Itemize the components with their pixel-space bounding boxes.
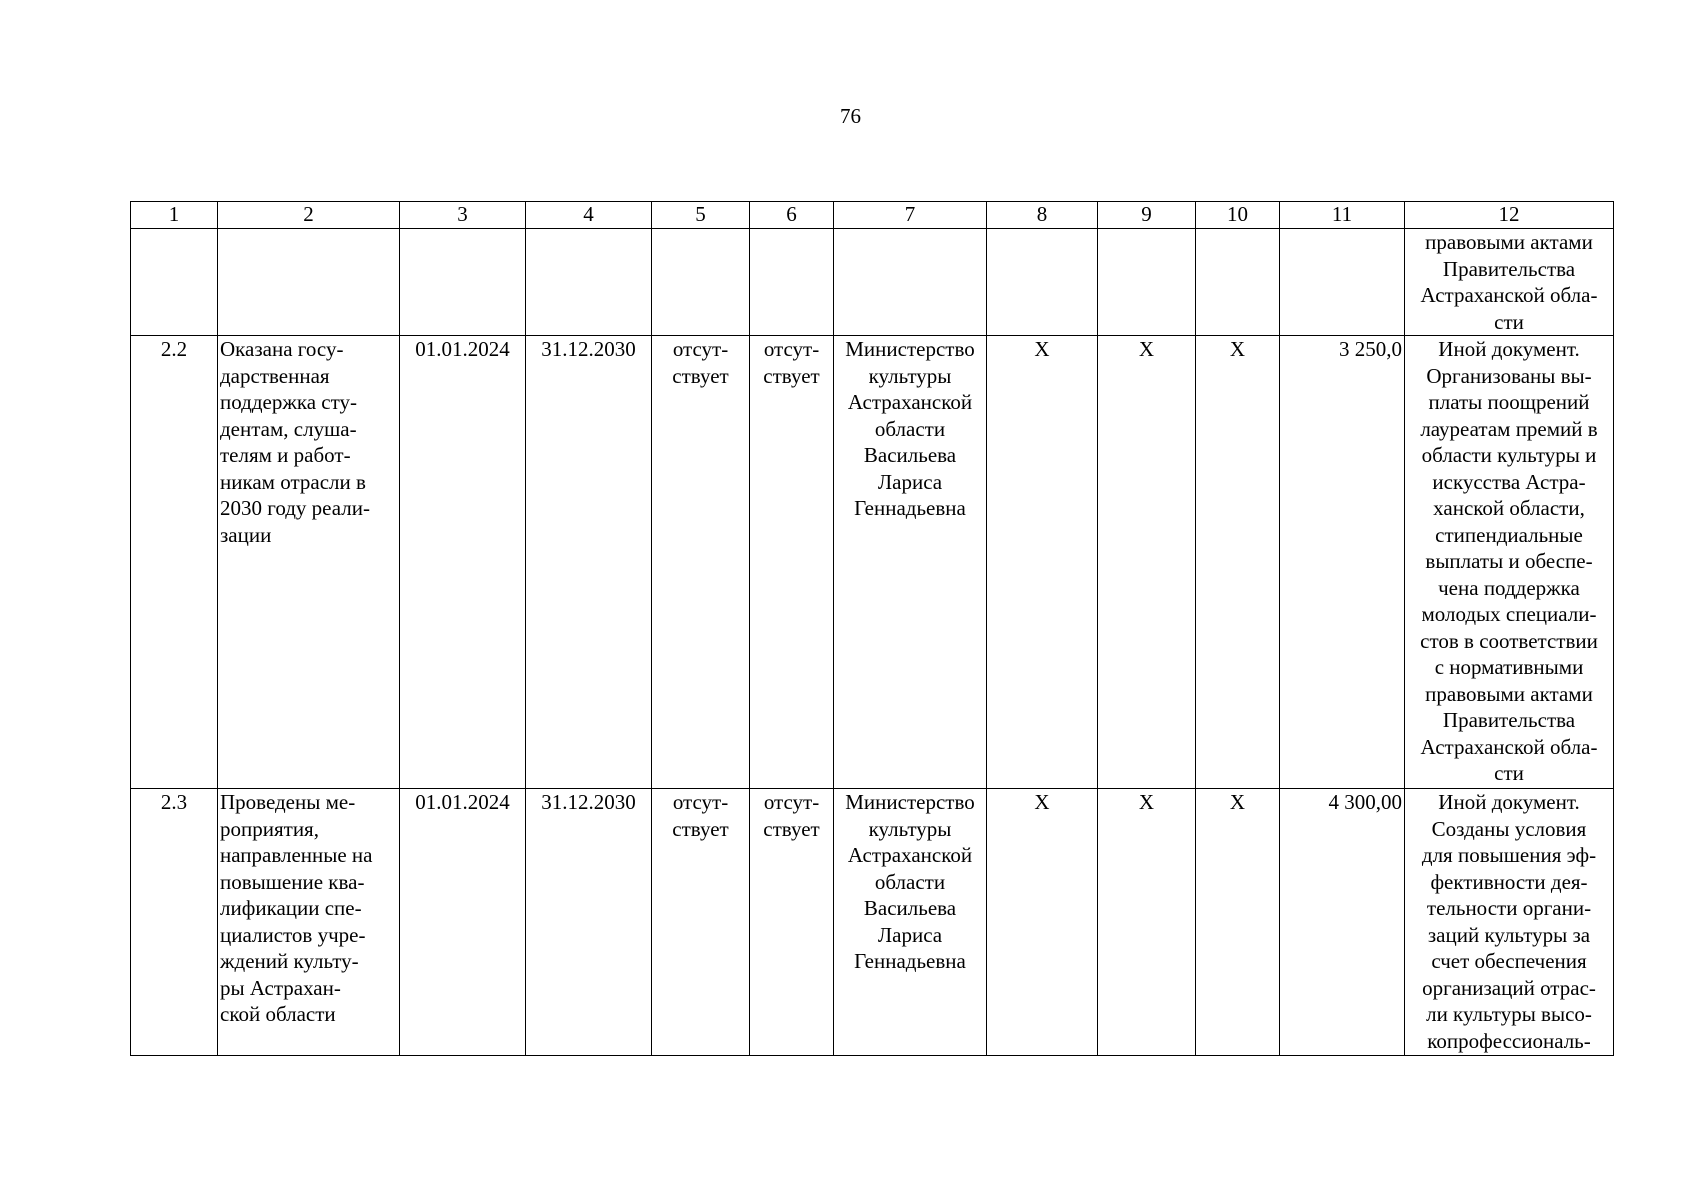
col-header-10: 10 [1196, 202, 1280, 229]
table-row-continuation [131, 229, 1614, 336]
page-number: 76 [840, 104, 861, 128]
col-header-12: 12 [1405, 202, 1614, 229]
cell-amount: 3 250,0 [1280, 336, 1405, 789]
cell-col5: отсут- ствует [652, 336, 750, 789]
col-header-3: 3 [400, 202, 526, 229]
cell-amount [1280, 229, 1405, 336]
cell-col9 [1098, 229, 1196, 336]
cell-result-name: Оказана госу- дарственная поддержка сту- дентам, слуша- телям и работ- никам отрасли в 2030 году реали- зации [218, 336, 400, 789]
cell-col8: Х [987, 789, 1098, 1056]
cell-end-date [526, 229, 652, 336]
cell-document: правовыми актами Правительства Астраханской обла- сти [1405, 229, 1614, 336]
cell-number [131, 229, 218, 336]
cell-end-date: 31.12.2030 [526, 336, 652, 789]
cell-col6: отсут- ствует [750, 336, 834, 789]
cell-start-date: 01.01.2024 [400, 789, 526, 1056]
cell-col10 [1196, 229, 1280, 336]
cell-col6: отсут- ствует [750, 789, 834, 1056]
table-row-2-3 [131, 789, 1614, 1056]
col-header-11: 11 [1280, 202, 1405, 229]
cell-number: 2.3 [131, 789, 218, 1056]
col-header-1: 1 [131, 202, 218, 229]
col-header-4: 4 [526, 202, 652, 229]
cell-col9: Х [1098, 789, 1196, 1056]
cell-document: Иной документ. Созданы условия для повышения эф- фективности дея- тельности органи- заций культуры за счет обеспечения организаций отрас- ли культуры высо- копрофессиональ- [1405, 789, 1614, 1056]
cell-col10: Х [1196, 789, 1280, 1056]
cell-col8: Х [987, 336, 1098, 789]
col-header-2: 2 [218, 202, 400, 229]
cell-result-name [218, 229, 400, 336]
cell-result-name: Проведены ме- роприятия, направленные на повышение ква- лификации спе- циалистов учре- ждений культу- ры Астрахан- ской области [218, 789, 400, 1056]
measures-table [130, 201, 1614, 1056]
cell-start-date: 01.01.2024 [400, 336, 526, 789]
cell-col10: Х [1196, 336, 1280, 789]
col-header-7: 7 [834, 202, 987, 229]
cell-end-date: 31.12.2030 [526, 789, 652, 1056]
cell-document: Иной документ. Организованы вы- платы поощрений лауреатам премий в области культуры и искусства Астра- ханской области, стипендиальные выплаты и обеспе- чена поддержка молодых специали- стов в соответствии с нормативными правовыми актами Правительства Астраханской обла- сти [1405, 336, 1614, 789]
col-header-9: 9 [1098, 202, 1196, 229]
cell-col5: отсут- ствует [652, 789, 750, 1056]
cell-col9: Х [1098, 336, 1196, 789]
cell-col8 [987, 229, 1098, 336]
column-number-row [131, 202, 1614, 229]
cell-start-date [400, 229, 526, 336]
cell-amount: 4 300,00 [1280, 789, 1405, 1056]
col-header-6: 6 [750, 202, 834, 229]
col-header-5: 5 [652, 202, 750, 229]
cell-responsible: Министерство культуры Астраханской области Васильева Лариса Геннадьевна [834, 336, 987, 789]
cell-responsible [834, 229, 987, 336]
cell-col6 [750, 229, 834, 336]
table-row-2-2 [131, 336, 1614, 789]
cell-col5 [652, 229, 750, 336]
cell-responsible: Министерство культуры Астраханской области Васильева Лариса Геннадьевна [834, 789, 987, 1056]
col-header-8: 8 [987, 202, 1098, 229]
cell-number: 2.2 [131, 336, 218, 789]
